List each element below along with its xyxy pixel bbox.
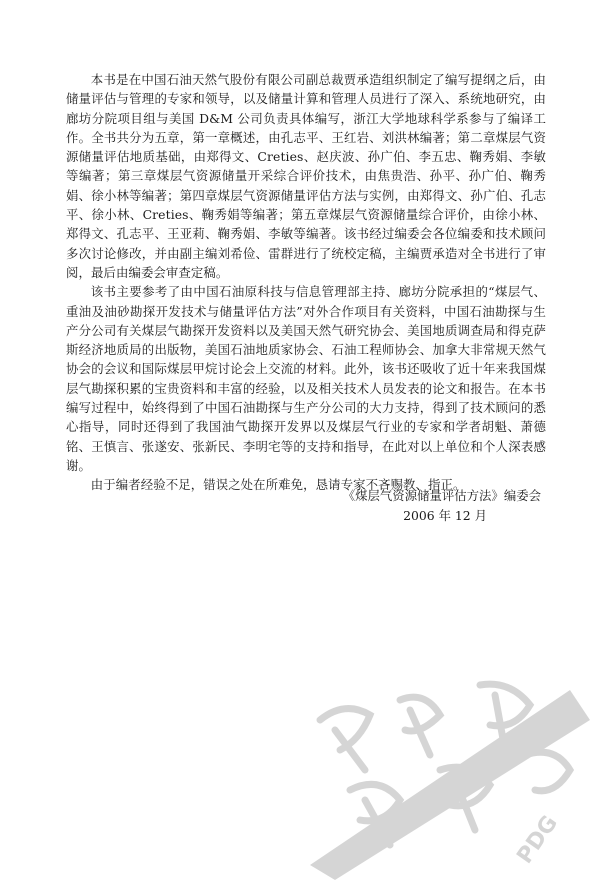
publication-date: 2006 年 12 月 xyxy=(403,507,487,523)
preface-body xyxy=(66,70,546,495)
preface-paragraph-3: 由于编者经验不足，错误之处在所难免，恳请专家不吝赐教、指正。 xyxy=(90,477,466,493)
preface-paragraph-1: 本书是在中国石油天然气股份有限公司副总裁贾承造组织制定了编写提纲之后，由储量评估与管理的专家和领导，以及储量计算和管理人员进行了深入、系统地研究，由廊坊分院项目组与美国 D&M 公司负责具体编写，浙江大学地球科学系参与了编译工作。全书共分为五章，第一章概述，由孔志平、王红岩、刘洪林编著；第二章煤层气资源储量评估地质基础，由郑得文、Creties、赵庆波、孙广伯、李五忠、鞠秀娟、李敏等编著；第三章煤层气资源储量开采综合评价技术，由焦贵浩、孙平、孙广伯、鞠秀娟、徐小林等编著；第四章煤层气资源储量评估方法与实例，由郑得文、孙广伯、孔志平、徐小林、Creties、鞠秀娟等编著；第五章煤层气资源储量综合评价，由徐小林、郑得文、孔志平、王亚莉、鞠秀娟、李敏等编著。该书经过编委会各位编委和技术顾问多次讨论修改，并由副主编刘希俭、雷群进行了统校定稿，主编贾承造对全书进行了审阅，最后由编委会审查定稿。 xyxy=(66,72,546,280)
watermark-label: PDG xyxy=(512,811,564,869)
preface-paragraph-2: 该书主要参考了由中国石油原科技与信息管理部主持、廊坊分院承担的“煤层气、重油及油砂勘探开发技术与储量评估方法”对外合作项目有关资料，中国石油勘探与生产分公司有关煤层气勘探开发资料以及美国天然气研究协会、美国地质调查局和得克萨斯经济地质局的出版物，美国石油地质家协会、石油工程师协会、加拿大非常规天然气协会的会议和国际煤层甲烷讨论会上交流的材料。此外，该书还吸收了近十年来我国煤层气勘探积累的宝贵资料和丰富的经验，以及相关技术人员发表的论文和报告。在本书编写过程中，始终得到了中国石油勘探与生产分公司的大力支持，得到了技术顾问的悉心指导，同时还得到了我国油气勘探开发界以及煤层气行业的专家和学者胡魁、萧德铭、王慎言、张遂安、张新民、李明宅等的支持和指导，在此对以上单位和个人深表感谢。 xyxy=(66,284,546,473)
pdg-watermark-icon xyxy=(290,660,606,880)
editorial-committee: 《煤层气资源储量评估方法》编委会 xyxy=(342,488,541,503)
signature-block xyxy=(343,486,541,525)
